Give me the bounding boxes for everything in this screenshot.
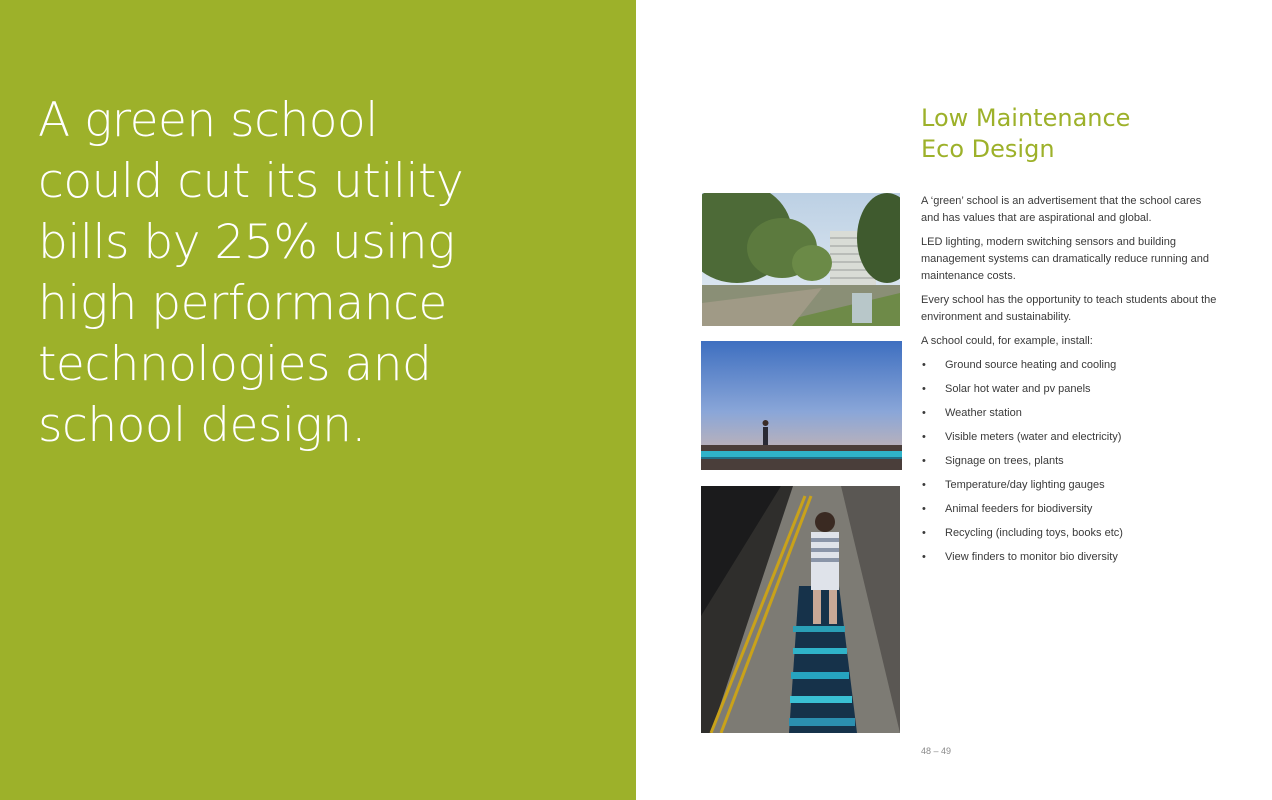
headline-line: could cut its utility: [38, 154, 464, 209]
headline-line: technologies and: [38, 337, 432, 392]
list-item: • Recycling (including toys, books etc): [921, 525, 1221, 549]
section-title-line: Eco Design: [921, 135, 1055, 163]
list-item: • Animal feeders for biodiversity: [921, 501, 1221, 525]
page-number: 48 – 49: [921, 746, 952, 756]
list-item: • View finders to monitor bio diversity: [921, 549, 1221, 573]
paragraph: LED lighting, modern switching sensors and building management systems can dramatically reduce running and maintenance costs.: [921, 236, 1209, 282]
list-item: • Ground source heating and cooling: [921, 357, 1221, 381]
headline-line: A green school: [38, 93, 378, 148]
photo-light-path-wall: [701, 341, 902, 470]
photo-courtyard: [702, 193, 900, 326]
headline-line: school design.: [38, 398, 366, 453]
list-item: • Signage on trees, plants: [921, 453, 1221, 477]
section-title: [921, 103, 1130, 165]
section-title-line: Low Maintenance: [921, 104, 1131, 132]
install-list: [921, 357, 1221, 573]
paragraph: A school could, for example, install:: [921, 335, 1093, 347]
list-item: • Solar hot water and pv panels: [921, 381, 1221, 405]
headline-line: bills by 25% using: [38, 215, 455, 270]
list-item: • Visible meters (water and electricity): [921, 429, 1221, 453]
headline: [38, 90, 608, 456]
body-text: [921, 193, 1221, 573]
list-item: • Temperature/day lighting gauges: [921, 477, 1221, 501]
headline-line: high performance: [38, 276, 447, 331]
photo-child-light-path: [701, 486, 900, 733]
paragraph: Every school has the opportunity to teach students about the environment and sustainability.: [921, 294, 1217, 323]
list-item: • Weather station: [921, 405, 1221, 429]
paragraph: A ‘green’ school is an advertisement that the school cares and has values that are aspirational and global.: [921, 195, 1202, 224]
